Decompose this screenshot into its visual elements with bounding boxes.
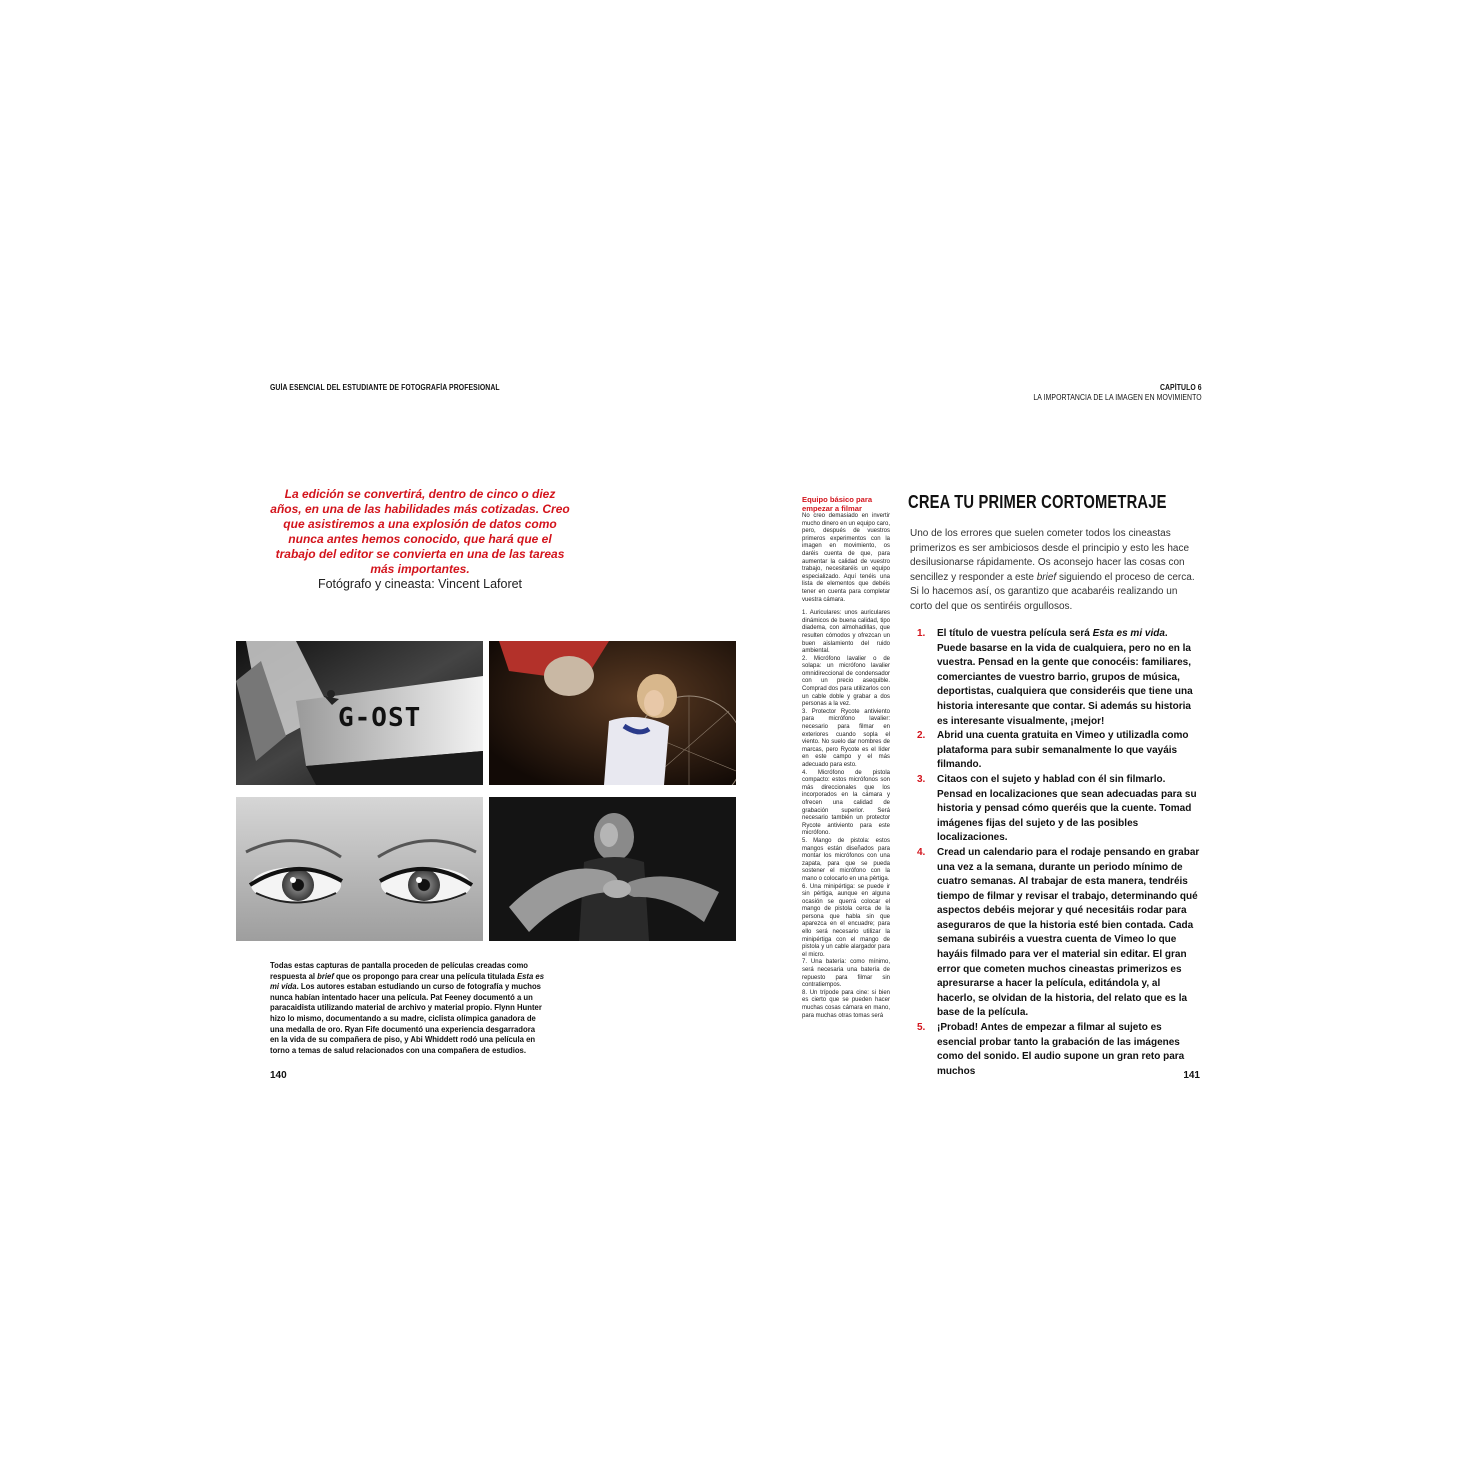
steps-list [915,627,1200,1079]
sidebar-title: Equipo básico para empezar a filmar [802,495,873,513]
quote-text: La edición se convertirá, dentro de cinco o diez años, en una de las habilidades más cotizadas. Creo que asistiremos a una explosión de datos como nunca antes hemos conocido, que hará que el trabajo del editor se convierta en una de las tareas más importantes. [270,487,570,576]
step-number: 1. [917,628,926,639]
step-number: 3. [917,773,926,785]
article-intro: Uno de los errores que suelen cometer todos los cineastas primerizos es ser ambiciosos desde el principio y esto les hace desilusionarse rápidamente. Os aconsejo hacer las cosas con sencillez y responder a este brief siguiendo el proceso de cerca. Si lo hacemos así, os garantizo que acabaréis realizando un corto del que os sentiréis orgullosos. [910,528,1195,612]
photo-cyclist [489,641,736,785]
step-item: 1. El título de vuestra película será Esta es mi vida. Puede basarse en la vida de cualquiera, pero no en la vuestra. Pensad en la gente que conocéis: familiares, comerciantes de vuestro barrio, grupos de música, deportistas, cualquiera que consideréis que tiene una historia interesante que contar. Si además su historia es interesante visualmente, ¡mejor! [917,628,1193,727]
sidebar-item: 7. Una batería: como mínimo, será necesaria una batería de repuesto para filmar sin contratiempos. [802,959,890,989]
sidebar-item-list [802,610,890,1020]
photo-hands-portrait [489,797,736,941]
step-item: 2. Abrid una cuenta gratuita en Vimeo y utilizadla como plataforma para subir semanalmente lo que vayáis filmando. [917,730,1189,771]
sidebar-equipment [802,495,890,1020]
step-number: 2. [917,730,926,742]
step-number: 4. [917,846,926,858]
sidebar-item: 8. Un trípode para cine: si bien es cierto que se pueden hacer muchas cosas cámara en mano, para muchas otras tomas será [802,989,890,1019]
step-item: 5. ¡Probad! Antes de empezar a filmar al sujeto es esencial probar tanto la grabación de las imágenes como del sonido. El audio supone un gran reto para muchos [917,1022,1185,1077]
photo-eyes [236,797,483,941]
running-header-right [1034,383,1202,403]
step-number: 5. [917,1022,926,1034]
chapter-label: CAPÍTULO 6 [1160,383,1202,392]
caption-film-title: Esta es mi vida [270,970,545,992]
page-number-left: 140 [270,1070,287,1081]
sidebar-item: 1. Auriculares: unos auriculares dinámicos de buena calidad, tipo diadema, con almohadillas, que resulten cómodos y ofrezcan un buen aislamiento del ruido ambiental. [802,610,890,655]
sidebar-item: 5. Mango de pistola: estos mangos están diseñados para montar los micrófonos con una zapata, para que se pueda sostener el micrófono con la mano o colocarlo en una pértiga. [802,837,890,882]
sidebar-intro: No creo demasiado en invertir mucho dinero en un equipo caro, pero, después de vuestros primeros experimentos con la imagen en movimiento, os daréis cuenta de que, para aumentar la calidad de vuestro trabajo, necesitaréis un equipo especializado. Aquí tenéis una lista de elementos que debéis tener en cuenta para completar vuestra cámara. [802,513,890,603]
step-item: 4. Cread un calendario para el rodaje pensando en grabar una vez a la semana, durante un periodo mínimo de cuatro semanas. Al trabajar de esta manera, tendréis tiempo de filmar y revisar el trabajo, determinando qué aspectos debéis mejorar y qué necesitáis rodar para aseguraros de que la historia esté bien contada. Cada semana subiréis a vuestra cuenta de Vimeo lo que hayáis filmado para ver el material sin editar. El gran error que cometen muchos cineastas primerizos es apresurarse a hacer la película, editándola y, al hacerlo, se olvidan de la historia, del relato que es la base de la película. [917,846,1200,1019]
running-header-left: GUÍA ESENCIAL DEL ESTUDIANTE DE FOTOGRAFÍA PROFESIONAL [270,383,500,392]
sidebar-item: 2. Micrófono lavalier o de solapa: un micrófono lavalier omnidireccional de condensador con un precio asequible. Comprad dos para utilizarlos con un cable doble y grabar a dos personas a la vez. [802,655,890,708]
sidebar-item: 6. Una minipértiga: se puede ir sin pértiga, aunque en alguna ocasión se querrá colocar el mango de pistola cerca de la persona que habla sin que aparezca en el encuadre; para ello será necesario utilizar la minipértiga con el mango de pistola y un cable alargador para el micro. [802,883,890,958]
photo-skydiver-plane [236,641,483,785]
step-film-title: Esta es mi vida [1092,628,1165,639]
quote-attribution: Fotógrafo y cineasta: Vincent Laforet [317,577,523,591]
pull-quote [270,487,570,592]
page-number-right: 141 [1183,1070,1200,1081]
sidebar-item: 3. Protector Rycote antiviento para micrófono lavalier: necesario para filmar en exteriores cuando sopla el viento. No suelo dar nombres de marcas, pero Rycote es el líder en este campo y el más adecuado para esto. [802,708,890,768]
sidebar-item: 4. Micrófono de pistola compacto: estos micrófonos son más direccionales que los incorporados en la cámara y ofrecen una calidad de grabación superior. Será necesario también un protector Rycote antiviento para este micrófono. [802,769,890,837]
caption-brief: brief [317,970,334,981]
step-item: 3. Citaos con el sujeto y hablad con él sin filmarlo. Pensad en localizaciones que sean adecuadas para su historia y pensad cómo queréis que la cuente. Tomad imágenes fijas del sujeto y de las posibles localizaciones. [917,773,1197,844]
plane-lettering: G-OST [338,703,422,733]
photo-caption: Todas estas capturas de pantalla proceden de películas creadas como respuesta al brief que os propongo para crear una película titulada Esta es mi vida. Los autores estaban estudiando un curso de fotografía y muchos nunca habían intentado hacer una película. Pat Feeney documentó a un paracaidista utilizando material de archivo y material propio. Flynn Hunter hizo lo mismo, documentando a su madre, ciclista olímpica ganadora de una medalla de oro. Ryan Fife documentó una experiencia desgarradora en la vida de su compañera de piso, y Abi Whiddett rodó una película en torno a temas de salud relacionados con una compañera de estudios. [270,960,545,1055]
chapter-subtitle: LA IMPORTANCIA DE LA IMAGEN EN MOVIMIENTO [1033,393,1202,402]
intro-brief: brief [1036,571,1057,583]
article-heading: CREA TU PRIMER CORTOMETRAJE [908,492,1167,512]
